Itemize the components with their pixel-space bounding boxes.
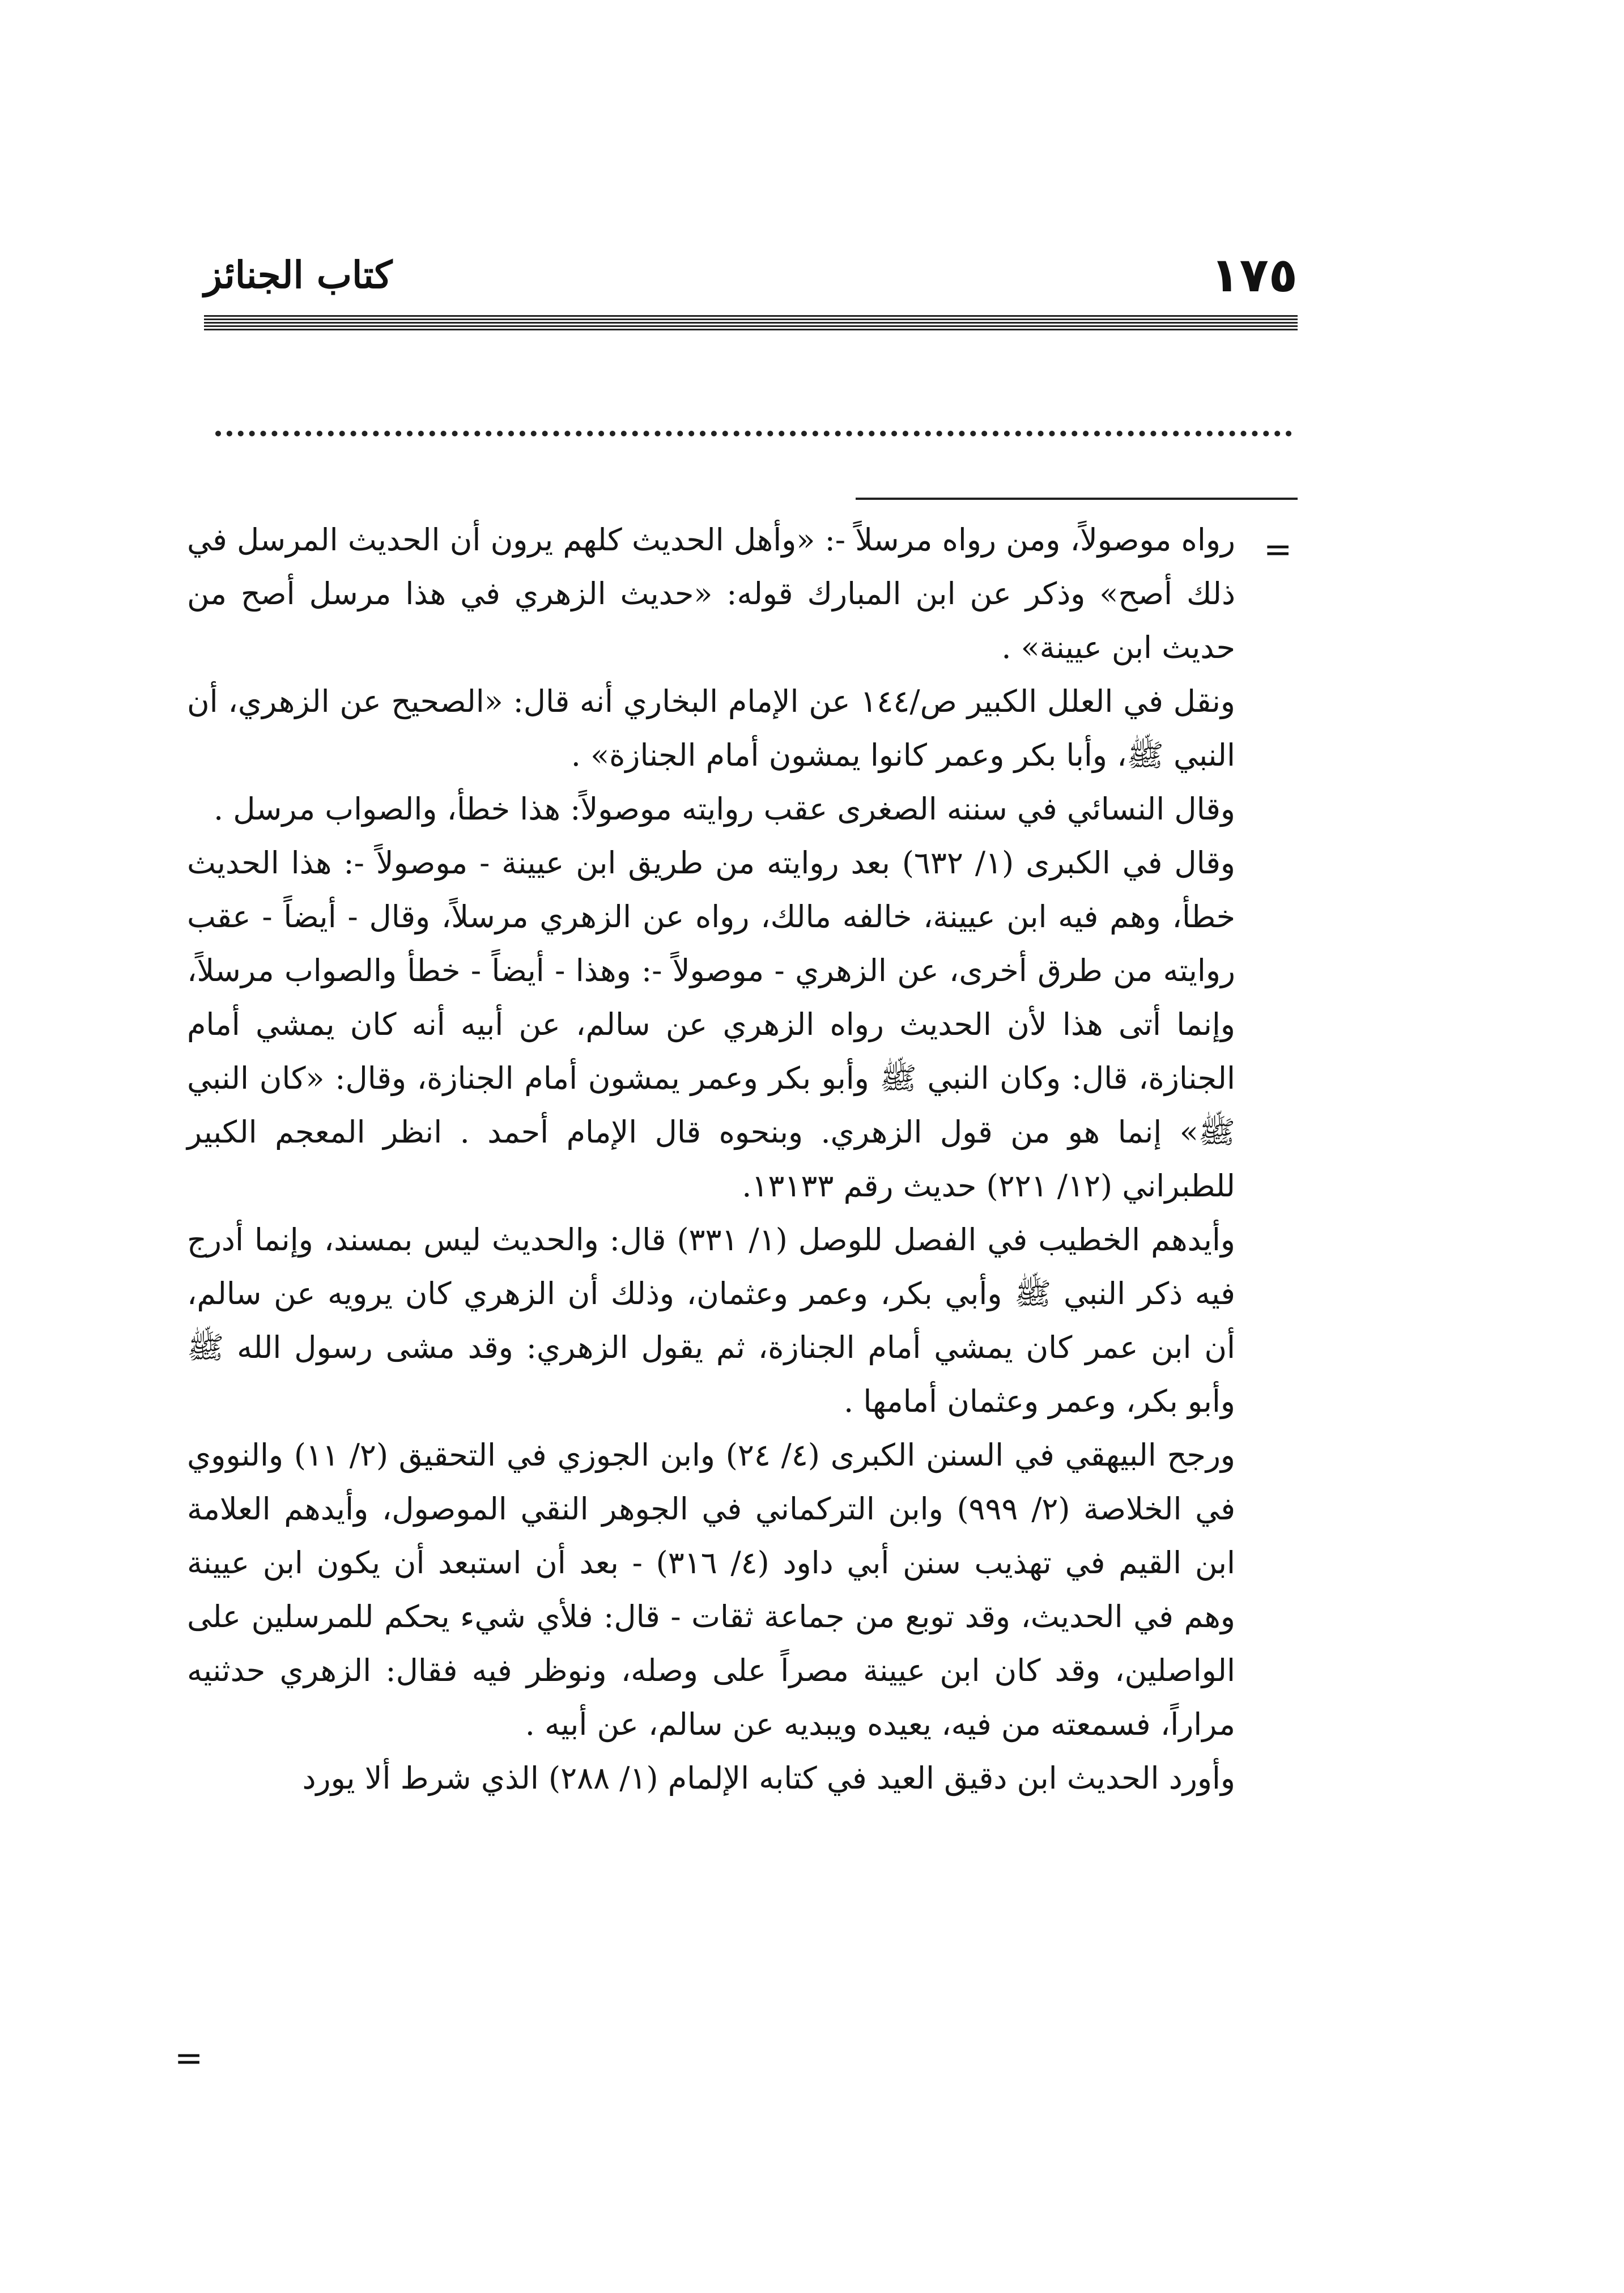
continuation-end-mark: = [175, 2039, 203, 2078]
footnote-paragraph: رواه موصولاً، ومن رواه مرسلاً -: «وأهل الحديث كلهم يرون أن الحديث المرسل في ذلك أصح» وذكر عن ابن المبارك قوله: «حديث الزهري في هذا مرسل أصح من حديث ابن عيينة» . [187, 522, 1235, 665]
dotted-separator [215, 419, 1292, 436]
page-header [204, 244, 1298, 306]
footnote-text [187, 513, 1235, 1805]
continuation-start-mark: = [1264, 530, 1293, 570]
footnote-paragraph: ونقل في العلل الكبير ص/١٤٤ عن الإمام البخاري أنه قال: «الصحيح عن الزهري، أن النبي ﷺ، وأبا بكر وعمر كانوا يمشون أمام الجنازة» . [187, 683, 1235, 773]
footnote-paragraph: وقال النسائي في سننه الصغرى عقب روايته موصولاً: هذا خطأ، والصواب مرسل . [213, 791, 1235, 827]
book-title: كتاب الجنائز [204, 253, 393, 297]
footnote-paragraph: وأورد الحديث ابن دقيق العيد في كتابه الإلمام (١/ ٢٨٨) الذي شرط ألا يورد [302, 1760, 1235, 1796]
page-number: ١٧٥ [1210, 247, 1298, 303]
footnote-rule [856, 498, 1298, 500]
footnote-paragraph: وقال في الكبرى (١/ ٦٣٢) بعد روايته من طريق ابن عيينة - موصولاً -: هذا الحديث خطأ، وهم فيه ابن عيينة، خالفه مالك، رواه عن الزهري مرسلاً، وقال - أيضاً - عقب روايته من طرق أخرى، عن الزهري - موصولاً -: وهذا - أيضاً - خطأ والصواب مرسلاً، وإنما أتى هذا لأن الحديث رواه الزهري عن سالم، عن أبيه أنه كان يمشي أمام الجنازة، قال: وكان النبي ﷺ وأبو بكر وعمر يمشون أمام الجنازة، وقال: «كان النبي ﷺ» إنما هو من قول الزهري. وبنحوه قال الإمام أحمد . انظر المعجم الكبير للطبراني (١٢/ ٢٢١) حديث رقم ١٣١٣٣. [187, 845, 1235, 1204]
footnote-paragraph: ورجح البيهقي في السنن الكبرى (٤/ ٢٤) وابن الجوزي في التحقيق (٢/ ١١) والنووي في الخلاصة (٢/ ٩٩٩) وابن التركماني في الجوهر النقي الموصول، وأيدهم العلامة ابن القيم في تهذيب سنن أبي داود (٤/ ٣١٦) - بعد أن استبعد أن يكون ابن عيينة وهم في الحديث، وقد توبع من جماعة ثقات - قال: فلأي شيء يحكم للمرسلين على الواصلين، وقد كان ابن عيينة مصراً على وصله، ونوظر فيه فقال: الزهري حدثنيه مراراً، فسمعته من فيه، يعيده ويبديه عن سالم، عن أبيه . [187, 1437, 1236, 1742]
footnote-paragraph: وأيدهم الخطيب في الفصل للوصل (١/ ٣٣١) قال: والحديث ليس بمسند، وإنما أدرج فيه ذكر النبي ﷺ وأبي بكر، وعمر وعثمان، وذلك أن الزهري كان يرويه عن سالم، أن ابن عمر كان يمشي أمام الجنازة، ثم يقول الزهري: وقد مشى رسول الله ﷺ وأبو بكر، وعمر وعثمان أمامها . [187, 1222, 1236, 1419]
header-rule [204, 315, 1298, 332]
